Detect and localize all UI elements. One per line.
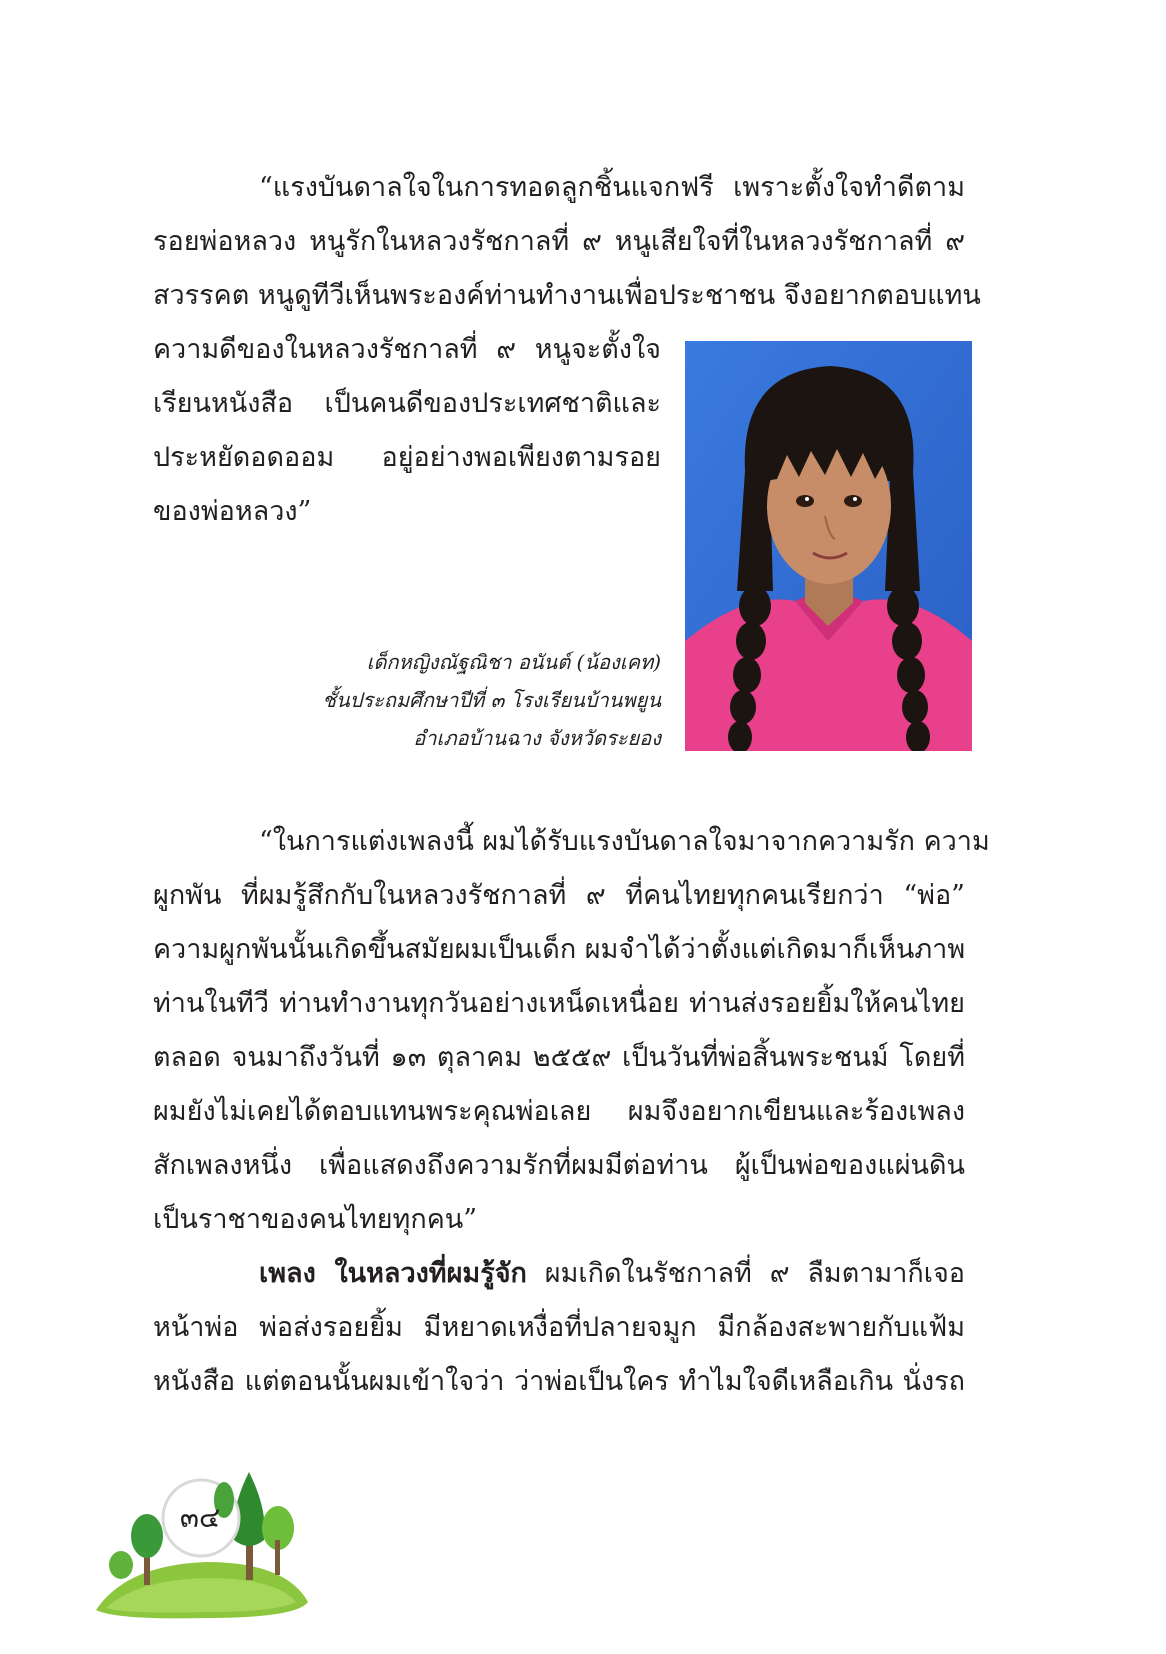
tree-decoration [96, 1470, 311, 1620]
caption-district: อำเภอบ้านฉาง จังหวัดระยอง [413, 726, 661, 750]
quote1-line-5: เรียนหนังสือ เป็นคนดีของประเทศชาติและ [153, 388, 661, 419]
song-title: เพลง ในหลวงที่ผมรู้จัก [259, 1258, 527, 1289]
page-number: ๓๔ [179, 1501, 221, 1534]
song-line-2: หน้าพ่อ พ่อส่งรอยยิ้ม มีหยาดเหงื่อที่ปลายจมูก มีกล้องสะพายกับแฟ้ม [153, 1312, 965, 1343]
caption-school: ชั้นประถมศึกษาปีที่ ๓ โรงเรียนบ้านพยูน [322, 688, 661, 712]
quote2-line-5: ตลอด จนมาถึงวันที่ ๑๓ ตุลาคม ๒๕๕๙ เป็นวันที่พ่อสิ้นพระชนม์ โดยที่ [153, 1042, 965, 1073]
song-line-1 [259, 1254, 965, 1294]
quote1-line-3: สวรรคต หนูดูทีวีเห็นพระองค์ท่านทำงานเพื่อประชาชน จึงอยากตอบแทน [153, 280, 981, 311]
quote2-line-3: ความผูกพันนั้นเกิดขึ้นสมัยผมเป็นเด็ก ผมจำได้ว่าตั้งแต่เกิดมาก็เห็นภาพ [153, 934, 966, 965]
quote2-line-6: ผมยังไม่เคยได้ตอบแทนพระคุณพ่อเลย ผมจึงอยากเขียนและร้องเพลง [153, 1096, 965, 1127]
quote2-line-2: ผูกพัน ที่ผมรู้สึกกับในหลวงรัชกาลที่ ๙ ที่คนไทยทุกคนเรียกว่า “พ่อ” [153, 880, 965, 911]
quote1-line-4: ความดีของในหลวงรัชกาลที่ ๙ หนูจะตั้งใจ [153, 334, 661, 365]
caption-name: เด็กหญิงณัฐณิชา อนันต์ (น้องเคท) [366, 650, 661, 674]
quote1-line-1: “แรงบันดาลใจในการทอดลูกชิ้นแจกฟรี เพราะตั้งใจทำดีตาม [259, 172, 965, 203]
quote2-line-7: สักเพลงหนึ่ง เพื่อแสดงถึงความรักที่ผมมีต่อท่าน ผู้เป็นพ่อของแผ่นดิน [153, 1150, 965, 1181]
quote2-line-8: เป็นราชาของคนไทยทุกคน” [153, 1204, 478, 1235]
quote1-line-7: ของพ่อหลวง” [153, 496, 312, 527]
quote2-line-1: “ในการแต่งเพลงนี้ ผมได้รับแรงบันดาลใจมาจากความรัก ความ [259, 826, 990, 857]
quote1-line-2: รอยพ่อหลวง หนูรักในหลวงรัชกาลที่ ๙ หนูเสียใจที่ในหลวงรัชกาลที่ ๙ [153, 226, 965, 257]
song-line-3: หนังสือ แต่ตอนนั้นผมเข้าใจว่า ว่าพ่อเป็นใคร ทำไมใจดีเหลือเกิน นั่งรถ [153, 1366, 965, 1397]
song-line-1-rest: ผมเกิดในรัชกาลที่ ๙ ลืมตามาก็เจอ [526, 1258, 965, 1289]
portrait-photo [685, 341, 972, 751]
quote1-line-6: ประหยัดอดออม อยู่อย่างพอเพียงตามรอย [153, 442, 661, 473]
quote2-line-4: ท่านในทีวี ท่านทำงานทุกวันอย่างเหน็ดเหนื่อย ท่านส่งรอยยิ้มให้คนไทย [153, 988, 965, 1019]
